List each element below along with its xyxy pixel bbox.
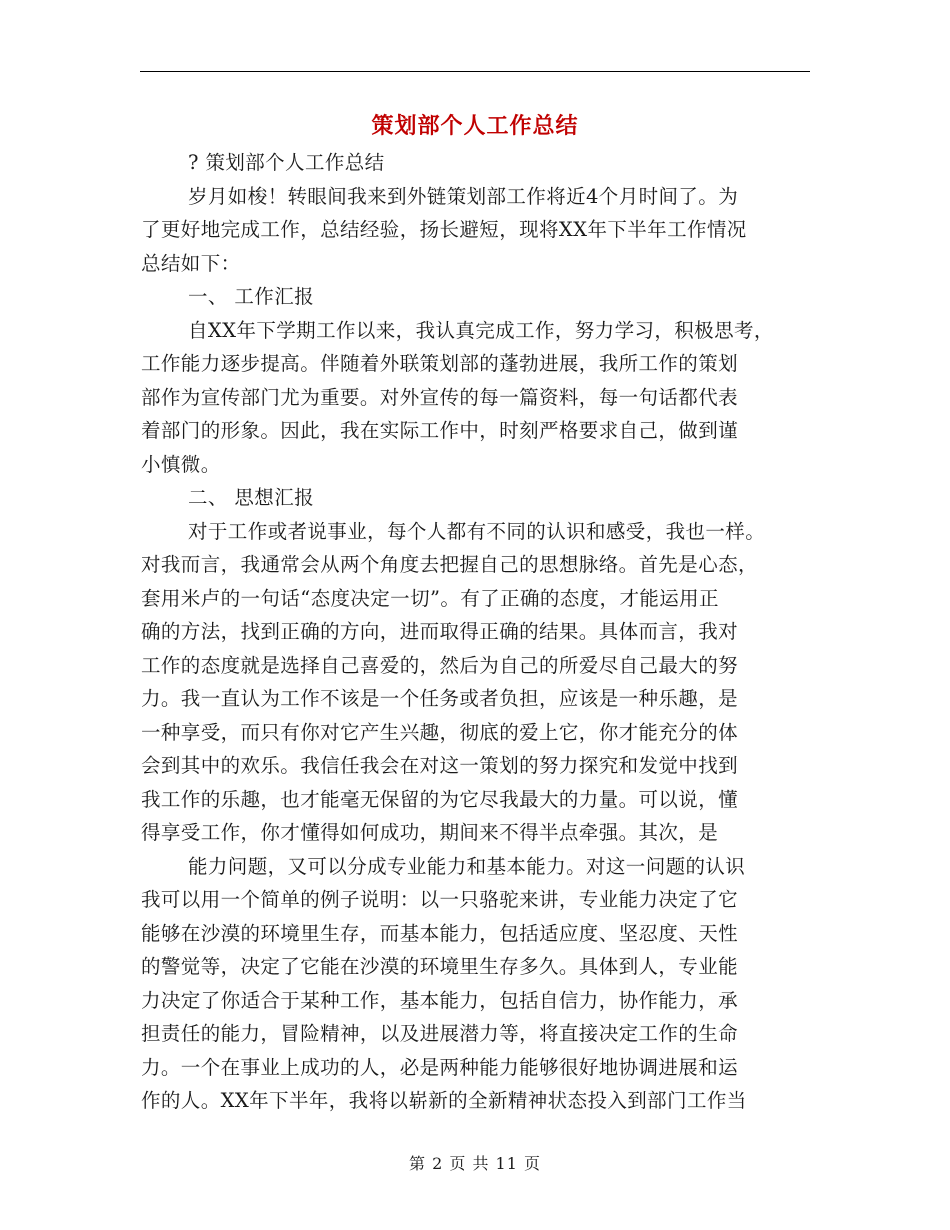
text-line: ? 策划部个人工作总结: [188, 151, 385, 174]
paragraph-intro: [141, 180, 811, 281]
text-line: 小慎微。: [141, 452, 221, 476]
text-line: 总结如下：: [141, 251, 241, 275]
text-line: 的警觉等，决定了它能在沙漠的环境里生存多久。具体到人，专业能: [141, 955, 739, 978]
text-line: 能够在沙漠的环境里生存，而基本能力，包括适应度、坚忍度、天性: [141, 921, 739, 945]
text-line: 能力问题，又可以分成专业能力和基本能力。对这一问题的认识: [188, 854, 746, 878]
text-line: 岁月如梭！转眼间我来到外链策划部工作将近4个月时间了。为: [188, 184, 739, 208]
text-line: 力决定了你适合于某种工作，基本能力，包括自信力，协作能力，承: [141, 988, 739, 1012]
text-line: 我工作的乐趣，也才能毫无保留的为它尽我最大的力量。可以说，懂: [141, 787, 739, 811]
text-line: 着部门的形象。因此，我在实际工作中，时刻严格要求自己，做到谨: [141, 419, 739, 442]
text-line: 对于工作或者说事业，每个人都有不同的认识和感受，我也一样。: [188, 519, 766, 543]
text-line: 自XX年下学期工作以来，我认真完成工作，努力学习，积极思考，: [188, 318, 774, 342]
text-line: 力。我一直认为工作不该是一个任务或者负担，应该是一种乐趣，是: [141, 687, 739, 710]
text-line: 担责任的能力，冒险精神，以及进展潜力等，将直接决定工作的生命: [141, 1022, 739, 1045]
text-line: 作的人。XX年下半年，我将以崭新的全新精神状态投入到部门工作当: [141, 1089, 747, 1112]
text-line: 力。一个在事业上成功的人，必是两种能力能够很好地协调进展和运: [141, 1055, 739, 1079]
text-line: 对我而言，我通常会从两个角度去把握自己的思想脉络。首先是心态，: [141, 553, 758, 576]
document-title: 策划部个人工作总结: [371, 113, 579, 139]
paragraph-work-report: [141, 314, 811, 482]
text-line: 二、 思想汇报: [188, 486, 314, 509]
section-heading-thought-report: [141, 481, 811, 515]
paragraph-heading-line: [141, 146, 811, 180]
text-line: 我可以用一个简单的例子说明：以一只骆驼来讲，专业能力决定了它: [141, 888, 739, 911]
paragraph-thought-report: [141, 515, 811, 850]
text-line: 了更好地完成工作，总结经验，扬长避短，现将XX年下半年工作情况: [141, 218, 747, 241]
text-line: 确的方法，找到正确的方向，进而取得正确的结果。具体而言，我对: [141, 620, 739, 643]
text-line: 套用米卢的一句话“态度决定一切”。有了正确的态度，才能运用正: [141, 586, 719, 610]
text-line: 一、 工作汇报: [188, 285, 314, 308]
text-line: 工作的态度就是选择自己喜爱的，然后为自己的所爱尽自己最大的努: [141, 653, 739, 677]
text-line: 工作能力逐步提高。伴随着外联策划部的蓬勃进展，我所工作的策划: [141, 352, 739, 375]
text-line: 一种享受，而只有你对它产生兴趣，彻底的爱上它，你才能充分的体: [141, 720, 739, 744]
page-number: 第 2 页 共 11 页: [409, 1154, 541, 1173]
section-heading-work-report: [141, 280, 811, 314]
text-line: 会到其中的欢乐。我信任我会在对这一策划的努力探究和发觉中找到: [141, 754, 739, 777]
text-line: 得享受工作，你才懂得如何成功，期间来不得半点牵强。其次，是: [141, 821, 719, 844]
paragraph-ability: [141, 850, 811, 1118]
header-rule: [140, 71, 810, 72]
text-line: 部作为宣传部门尤为重要。对外宣传的每一篇资料，每一句话都代表: [141, 385, 739, 409]
document-body: [141, 146, 811, 1118]
